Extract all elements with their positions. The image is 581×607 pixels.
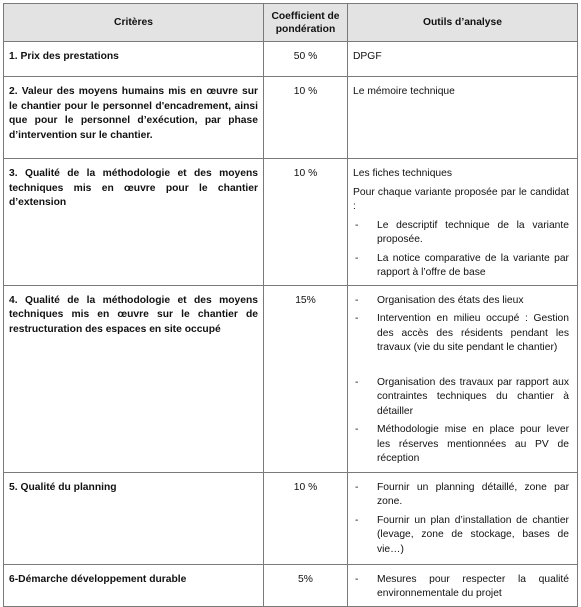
header-criteres: Critères (4, 4, 264, 42)
table-row (4, 285, 578, 472)
criterion-cell: 3. Qualité de la méthodologie et des moyens techniques mis en œuvre pour le chantier d’extension (4, 159, 264, 286)
list-item: - Mesures pour respecter la qualité environnementale du projet (353, 573, 569, 602)
tools-text: Le mémoire technique (353, 86, 455, 97)
tools-list (353, 294, 569, 467)
coefficient-cell: 10 % (264, 472, 348, 564)
table-row (4, 77, 578, 159)
tools-list (353, 481, 569, 558)
table-row (4, 159, 578, 286)
criterion-cell: 4. Qualité de la méthodologie et des moyens techniques mis en œuvre sur le chantier de restructuration des espaces en site occupé (4, 285, 264, 472)
header-row (4, 4, 578, 42)
tools-text: DPGF (353, 51, 382, 62)
list-item: - Méthodologie mise en place pour lever les réserves mentionnées au PV de réception (353, 423, 569, 467)
table-row (4, 472, 578, 564)
table-row (4, 42, 578, 77)
coefficient-cell: 10 % (264, 77, 348, 159)
criterion-cell: 2. Valeur des moyens humains mis en œuvre sur le chantier pour le personnel d'encadrement, ainsi que pour le personnel d’exécution, par phase d’intervention sur le chantier. (4, 77, 264, 159)
tools-cell (348, 77, 578, 159)
list-item: - Organisation des travaux par rapport aux contraintes techniques du chantier à détailler (353, 376, 569, 420)
list-item: - Intervention en milieu occupé : Gestion des accès des résidents pendant les travaux (vie du site pendant le chantier) (353, 312, 569, 356)
list-item: - Organisation des états des lieux (353, 294, 569, 309)
list-item: - Le descriptif technique de la variante proposée. (353, 219, 569, 248)
tools-list (353, 219, 569, 281)
list-item: - Fournir un plan d’installation de chantier (levage, zone de stockage, bases de vie…) (353, 514, 569, 558)
tools-cell (348, 42, 578, 77)
tools-text-intro: Pour chaque variante proposée par le candidat : (353, 186, 569, 212)
coefficient-cell: 50 % (264, 42, 348, 77)
header-coefficient (264, 4, 348, 42)
header-coef-line1: Coefficient de (271, 10, 340, 22)
criterion-cell: 1. Prix des prestations (4, 42, 264, 77)
criteria-table (3, 3, 578, 607)
criterion-cell: 6-Démarche développement durable (4, 564, 264, 606)
coefficient-cell: 10 % (264, 159, 348, 286)
list-item: - La notice comparative de la variante par rapport à l’offre de base (353, 252, 569, 281)
coefficient-cell: 15% (264, 285, 348, 472)
criterion-cell: 5. Qualité du planning (4, 472, 264, 564)
tools-text: Les fiches techniques (353, 168, 453, 179)
tools-cell (348, 159, 578, 286)
tools-cell (348, 472, 578, 564)
coefficient-cell: 5% (264, 564, 348, 606)
tools-cell (348, 285, 578, 472)
tools-list (353, 573, 569, 602)
header-coef-line2: pondération (275, 23, 336, 35)
header-outils: Outils d’analyse (348, 4, 578, 42)
list-item: - Fournir un planning détaillé, zone par zone. (353, 481, 569, 510)
